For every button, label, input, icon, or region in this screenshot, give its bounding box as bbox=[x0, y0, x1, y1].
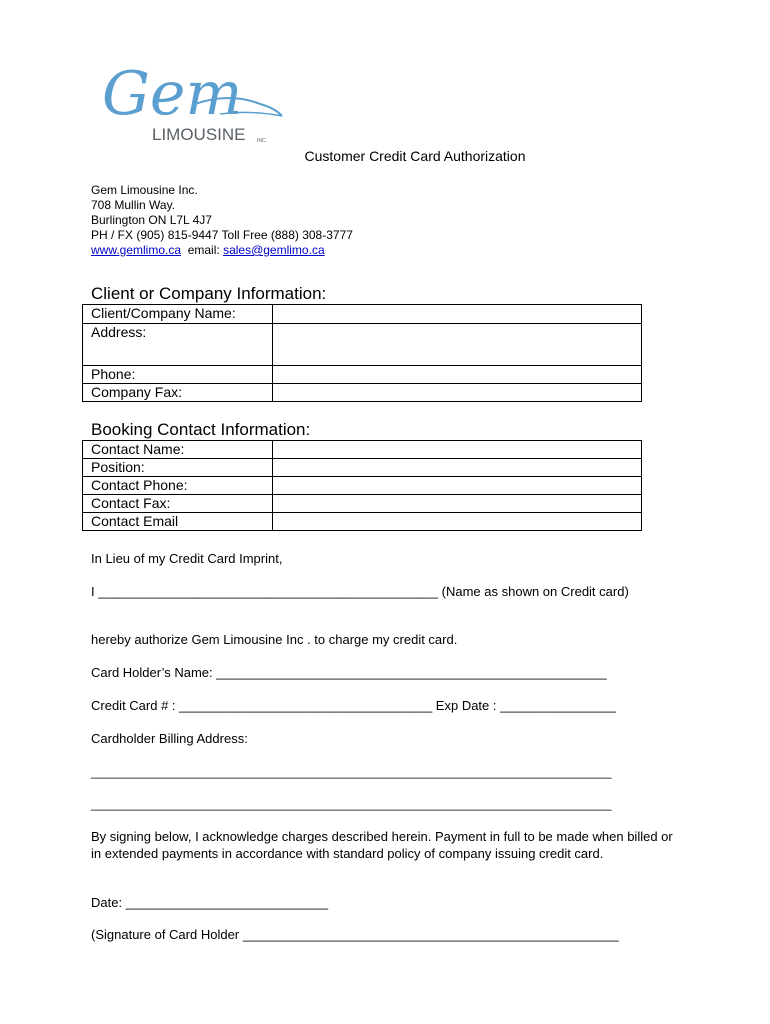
phone-label: Phone: bbox=[83, 366, 273, 384]
company-web-row bbox=[91, 243, 353, 258]
booking-section-heading: Booking Contact Information: bbox=[91, 420, 311, 439]
imprint-intro: In Lieu of my Credit Card Imprint, bbox=[91, 551, 283, 566]
contact-fax-label: Contact Fax: bbox=[83, 495, 273, 513]
client-info-table bbox=[82, 304, 642, 402]
date-line[interactable]: Date: ____________________________ bbox=[91, 895, 329, 910]
contact-phone-label: Contact Phone: bbox=[83, 477, 273, 495]
contact-name-label: Contact Name: bbox=[83, 441, 273, 459]
position-label: Position: bbox=[83, 459, 273, 477]
address-label: Address: bbox=[83, 324, 273, 366]
email-link[interactable]: sales@gemlimo.ca bbox=[223, 243, 325, 257]
company-info bbox=[91, 183, 353, 258]
contact-fax-field[interactable] bbox=[273, 495, 642, 513]
billing-address-line-2[interactable]: ______________________________________________________________________________ bbox=[91, 797, 612, 811]
authorize-statement: hereby authorize Gem Limousine Inc . to charge my credit card. bbox=[91, 632, 458, 647]
client-name-label: Client/Company Name: bbox=[83, 305, 273, 324]
company-phone: PH / FX (905) 815-9447 Toll Free (888) 308-3777 bbox=[91, 228, 353, 242]
acknowledge-paragraph: By signing below, I acknowledge charges described herein. Payment in full to be made when billed or in extended payments in accordance with standard policy of company issuing credit card. bbox=[91, 829, 673, 861]
company-street: 708 Mullin Way. bbox=[91, 198, 176, 212]
contact-phone-field[interactable] bbox=[273, 477, 642, 495]
client-name-field[interactable] bbox=[273, 305, 642, 324]
document-title: Customer Credit Card Authorization bbox=[304, 148, 526, 164]
client-section-heading: Client or Company Information: bbox=[91, 284, 327, 303]
phone-field[interactable] bbox=[273, 366, 642, 384]
company-fax-label: Company Fax: bbox=[83, 384, 273, 402]
company-city: Burlington ON L7L 4J7 bbox=[91, 213, 212, 227]
contact-email-label: Contact Email bbox=[83, 513, 273, 531]
gem-limousine-logo bbox=[100, 52, 300, 152]
contact-email-field[interactable] bbox=[273, 513, 642, 531]
logo-sub-text: LIMOUSINE bbox=[152, 125, 246, 144]
logo-script-text: Gem bbox=[102, 59, 243, 129]
cardholder-name-line[interactable]: I _______________________________________________ (Name as shown on Credit card) bbox=[91, 584, 629, 599]
position-field[interactable] bbox=[273, 459, 642, 477]
website-link[interactable]: www.gemlimo.ca bbox=[91, 243, 182, 257]
signature-line[interactable]: (Signature of Card Holder ____________________________________________________ bbox=[91, 927, 619, 942]
credit-card-number-line[interactable]: Credit Card # : ___________________________________ Exp Date : ________________ bbox=[91, 698, 616, 713]
billing-address-line-1[interactable]: ______________________________________________________________________________ bbox=[91, 765, 612, 779]
card-holder-name-line[interactable]: Card Holder’s Name: ______________________________________________________ bbox=[91, 665, 607, 680]
company-name: Gem Limousine Inc. bbox=[91, 183, 198, 197]
logo-suffix: INC. bbox=[257, 138, 267, 144]
booking-info-table bbox=[82, 440, 642, 531]
billing-address-label: Cardholder Billing Address: bbox=[91, 731, 248, 746]
company-fax-field[interactable] bbox=[273, 384, 642, 402]
address-field[interactable] bbox=[273, 324, 642, 366]
email-label: email: bbox=[187, 243, 220, 257]
contact-name-field[interactable] bbox=[273, 441, 642, 459]
